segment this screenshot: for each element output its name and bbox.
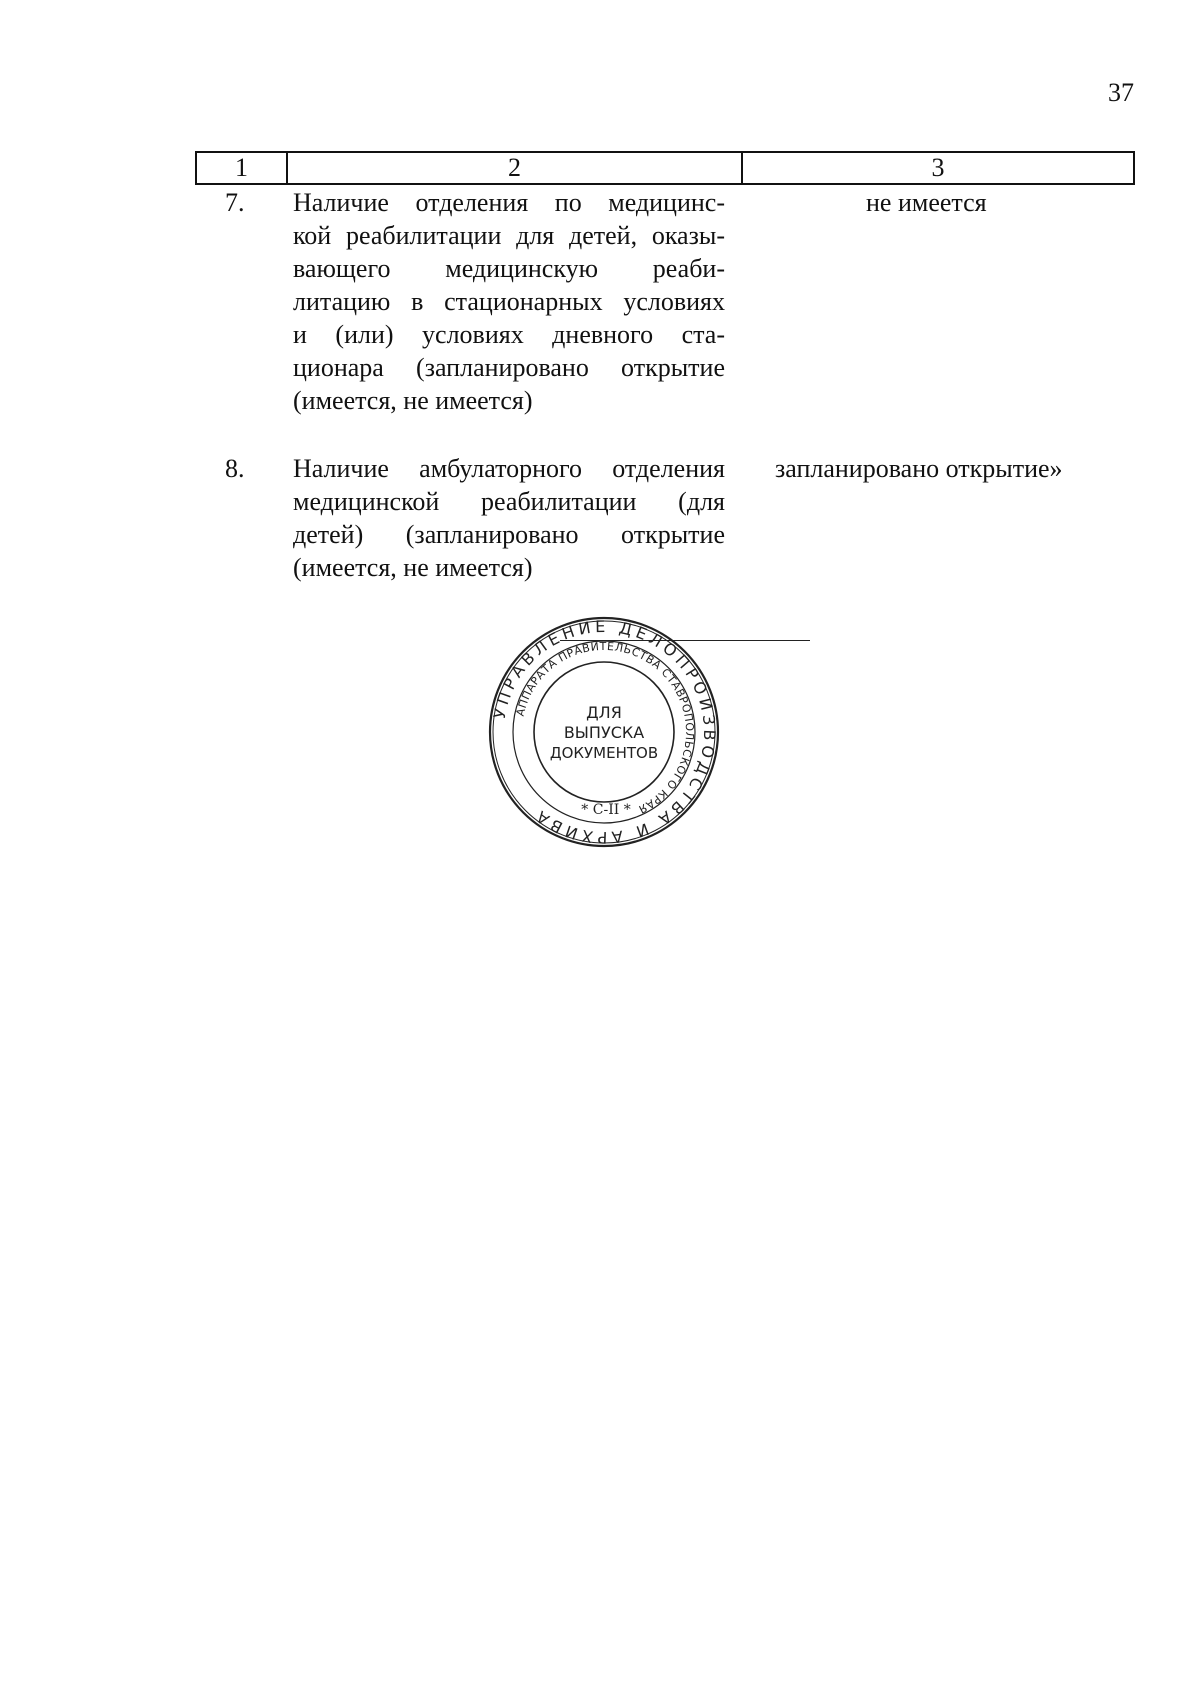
page-number: 37: [1108, 78, 1134, 107]
stamp-outer-text: УПРАВЛЕНИЕ ДЕЛОПРОИЗВОДСТВА И АРХИВА: [489, 616, 720, 848]
description-line: медицинской реабилитации (для: [293, 487, 725, 516]
table-header-col-3: 3: [931, 153, 945, 182]
official-stamp: [484, 612, 724, 852]
description-line: Наличие отделения по медицинс-: [293, 188, 725, 217]
description-line: детей) (запланировано открытие: [293, 520, 725, 549]
stamp-middle-text: АППАРАТА ПРАВИТЕЛЬСТВА СТАВРОПОЛЬСКОГО КРАЯ: [513, 639, 697, 816]
row-number: 8.: [225, 454, 245, 483]
stamp-code: * С-II *: [581, 802, 631, 818]
description-line: (имеется, не имеется): [293, 386, 533, 415]
row-number: 7.: [225, 188, 245, 217]
description-line: литацию в стационарных условиях: [293, 287, 725, 316]
description-line: и (или) условиях дневного ста-: [293, 320, 725, 349]
row-value: не имеется: [866, 188, 987, 217]
table-header-col-1: 1: [197, 153, 288, 183]
description-line: Наличие амбулаторного отделения: [293, 454, 725, 483]
table-header-col-2: 2: [288, 153, 743, 183]
description-line: вающего медицинскую реаби-: [293, 254, 725, 283]
table-header-row: [195, 151, 1135, 185]
stamp-center-line: ДЛЯ: [586, 703, 622, 722]
stamp-center-line: ДОКУМЕНТОВ: [549, 744, 659, 762]
description-line: ционара (запланировано открытие: [293, 353, 725, 382]
row-value: запланировано открытие»: [775, 454, 1063, 483]
stamp-center-line: ВЫПУСКА: [563, 723, 645, 742]
description-line: (имеется, не имеется): [293, 553, 533, 582]
row-description: [293, 452, 725, 584]
description-line: кой реабилитации для детей, оказы-: [293, 221, 725, 250]
row-description: [293, 186, 725, 417]
